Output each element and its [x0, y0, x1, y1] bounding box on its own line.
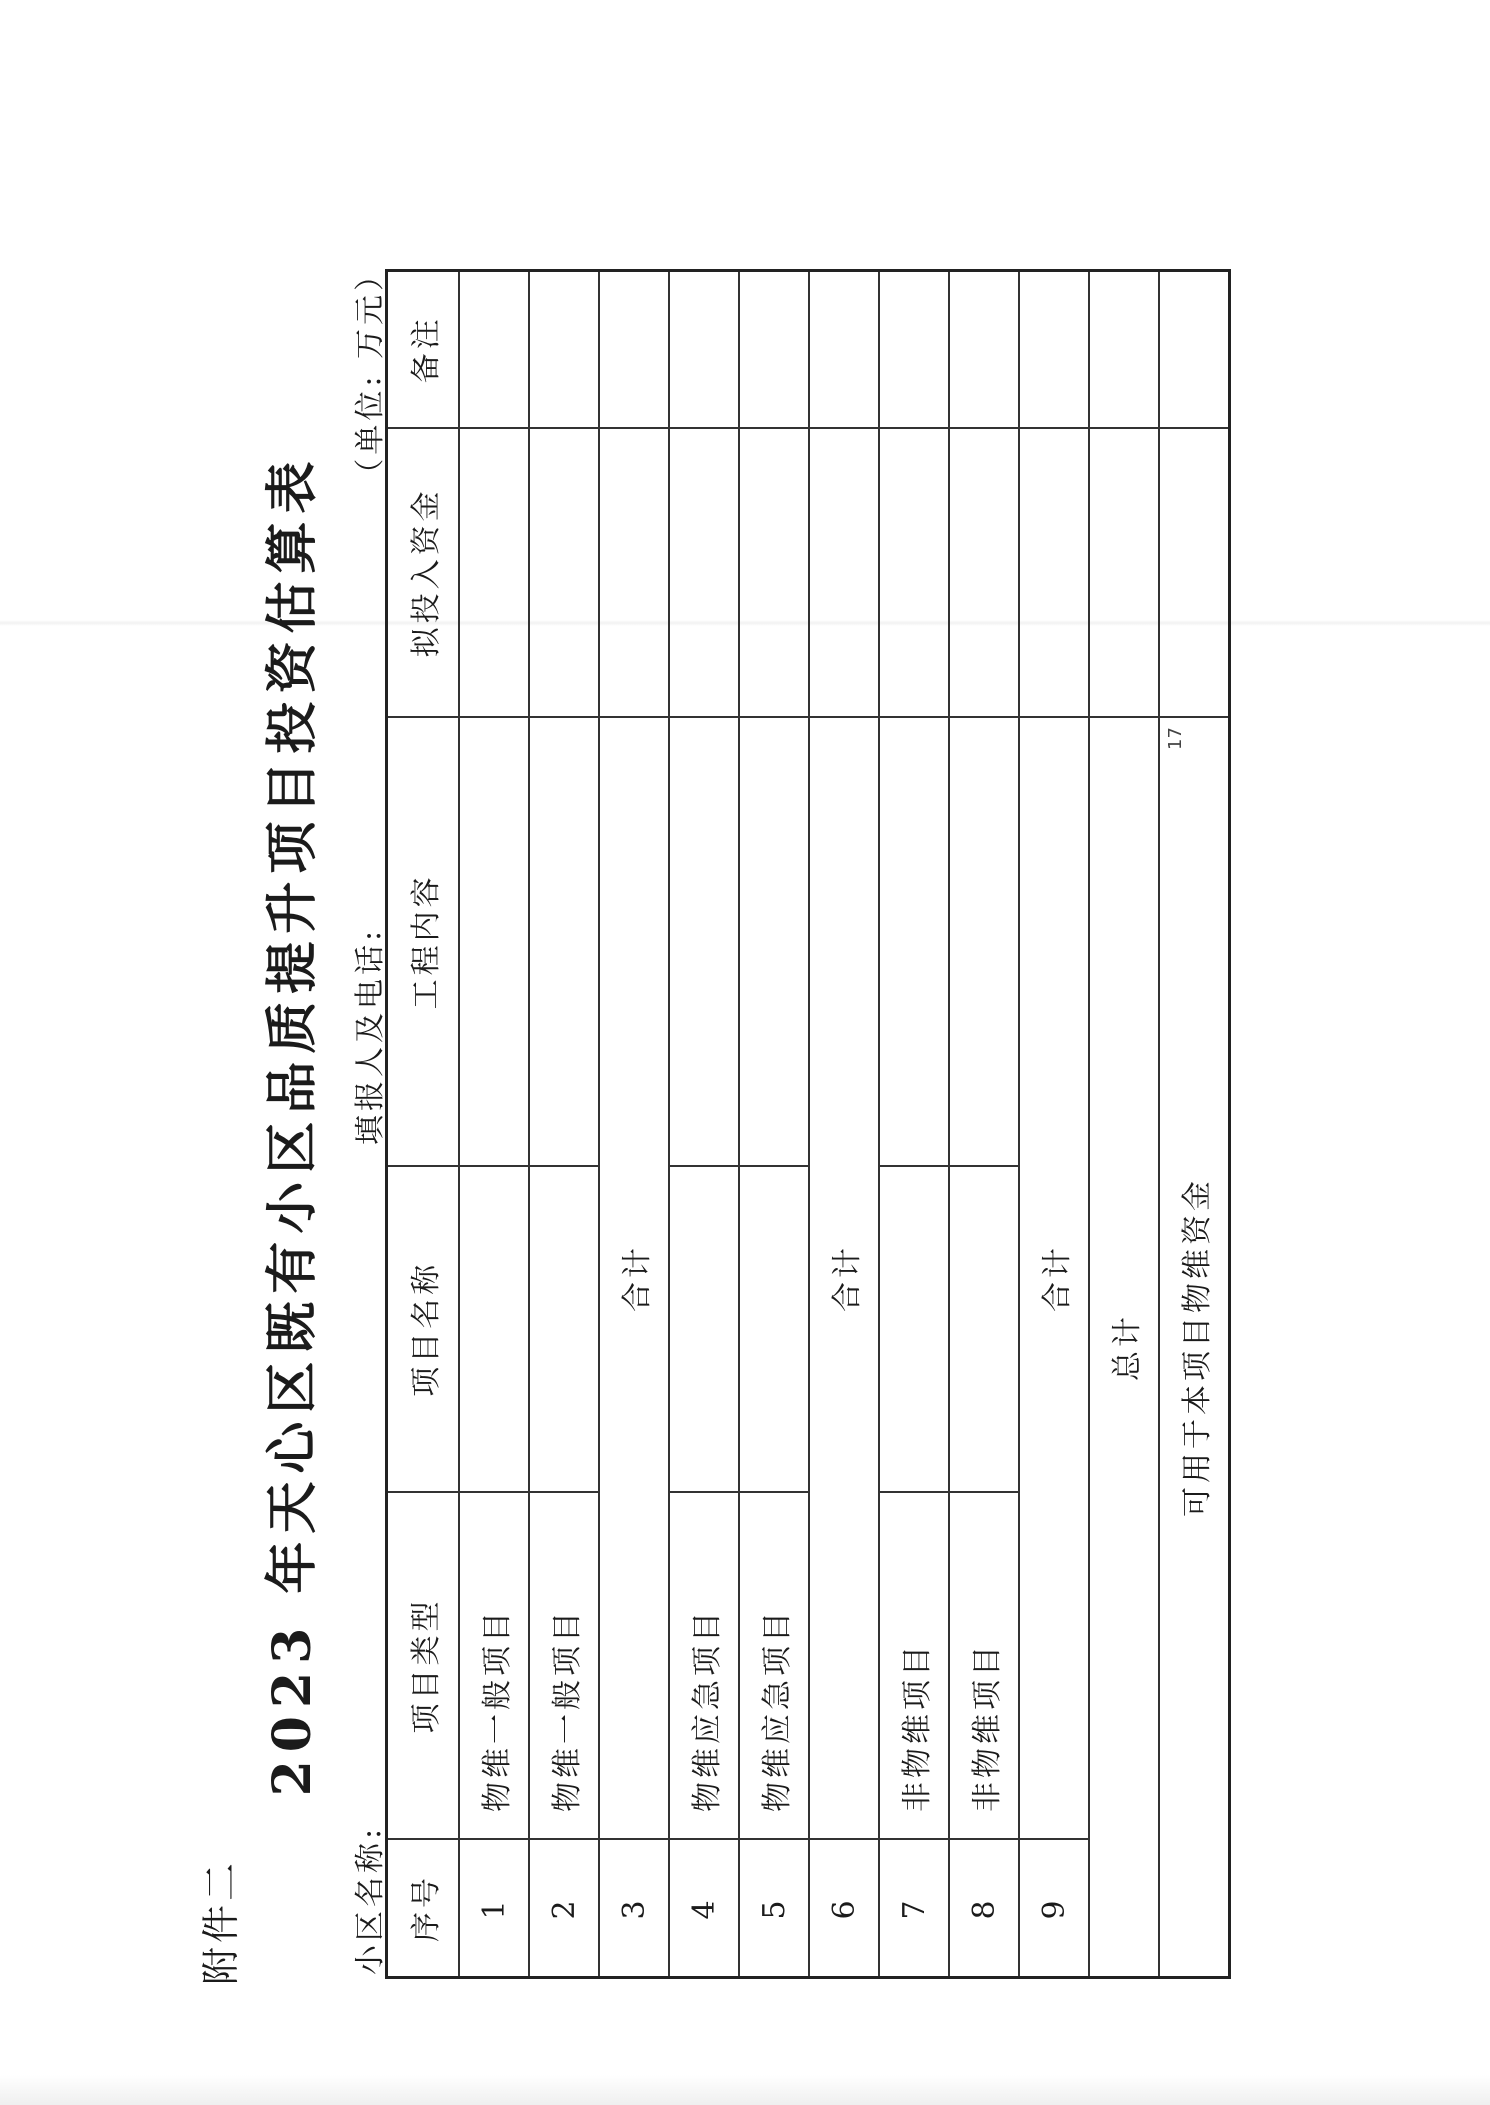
row-funds-cell	[599, 428, 669, 717]
row-type: 物维一般项目	[459, 1492, 529, 1839]
document-page	[95, 245, 1275, 1985]
table-row	[669, 271, 739, 1978]
row-type: 非物维项目	[949, 1492, 1019, 1839]
row-seq: 1	[459, 1839, 529, 1978]
row-remark-cell	[669, 271, 739, 428]
row-seq: 3	[599, 1839, 669, 1978]
table-header-row	[387, 271, 460, 1978]
row-type: 物维应急项目	[669, 1492, 739, 1839]
total-label: 总计	[1089, 717, 1159, 1977]
total-funds-cell	[1089, 428, 1159, 717]
row-seq: 2	[529, 1839, 599, 1978]
total-row	[1089, 271, 1159, 1978]
header-seq: 序号	[387, 1839, 460, 1978]
row-seq: 6	[809, 1839, 879, 1978]
community-name-label: 小区名称:	[353, 1824, 388, 1975]
header-content: 工程内容	[387, 717, 460, 1166]
row-name-cell	[459, 1166, 529, 1492]
row-content-cell	[529, 717, 599, 1166]
table-row	[459, 271, 529, 1978]
row-name-cell	[879, 1166, 949, 1492]
table-row	[739, 271, 809, 1978]
row-seq: 9	[1019, 1839, 1089, 1978]
row-remark-cell	[599, 271, 669, 428]
subtotal-label: 合计	[599, 717, 669, 1839]
total-remark-cell	[1089, 271, 1159, 428]
row-funds-cell	[1019, 428, 1089, 717]
row-funds-cell	[879, 428, 949, 717]
row-type: 物维一般项目	[529, 1492, 599, 1839]
row-content-cell	[459, 717, 529, 1166]
row-type: 物维应急项目	[739, 1492, 809, 1839]
row-funds-cell	[459, 428, 529, 717]
row-remark-cell	[1019, 271, 1089, 428]
header-type: 项目类型	[387, 1492, 460, 1839]
row-remark-cell	[739, 271, 809, 428]
row-name-cell	[949, 1166, 1019, 1492]
row-name-cell	[669, 1166, 739, 1492]
page-number: 17	[1165, 727, 1186, 750]
row-type: 非物维项目	[879, 1492, 949, 1839]
attachment-label: 附件二	[199, 1858, 243, 1985]
subtotal-label: 合计	[1019, 717, 1089, 1839]
row-content-cell	[949, 717, 1019, 1166]
subtotal-row	[1019, 271, 1089, 1978]
row-remark-cell	[459, 271, 529, 428]
table-row	[529, 271, 599, 1978]
table-row	[879, 271, 949, 1978]
row-remark-cell	[879, 271, 949, 428]
row-funds-cell	[809, 428, 879, 717]
row-content-cell	[669, 717, 739, 1166]
row-seq: 4	[669, 1839, 739, 1978]
filler-contact-label: 填报人及电话:	[353, 926, 388, 1145]
row-funds-cell	[739, 428, 809, 717]
header-name: 项目名称	[387, 1166, 460, 1492]
page-title: 2023 年天心区既有小区品质提升项目投资估算表	[262, 453, 323, 1797]
row-seq: 8	[949, 1839, 1019, 1978]
row-content-cell	[879, 717, 949, 1166]
header-funds: 拟投入资金	[387, 428, 460, 717]
row-seq: 7	[879, 1839, 949, 1978]
row-name-cell	[529, 1166, 599, 1492]
available-funds-label: 可用于本项目物维资金	[1159, 717, 1230, 1977]
header-remark: 备注	[387, 271, 460, 428]
subtotal-row	[599, 271, 669, 1978]
row-name-cell	[739, 1166, 809, 1492]
row-funds-cell	[949, 428, 1019, 717]
row-funds-cell	[669, 428, 739, 717]
row-remark-cell	[529, 271, 599, 428]
scan-edge-shadow	[0, 2075, 1490, 2105]
unit-label: （单位: 万元）	[353, 257, 388, 489]
row-funds-cell	[529, 428, 599, 717]
subtotal-label: 合计	[809, 717, 879, 1839]
available-funds-cell	[1159, 428, 1230, 717]
row-remark-cell	[809, 271, 879, 428]
row-remark-cell	[949, 271, 1019, 428]
available-funds-row	[1159, 271, 1230, 1978]
table-row	[949, 271, 1019, 1978]
row-seq: 5	[739, 1839, 809, 1978]
subtotal-row	[809, 271, 879, 1978]
row-content-cell	[739, 717, 809, 1166]
investment-estimate-table	[385, 269, 1231, 1979]
available-remark-cell	[1159, 271, 1230, 428]
